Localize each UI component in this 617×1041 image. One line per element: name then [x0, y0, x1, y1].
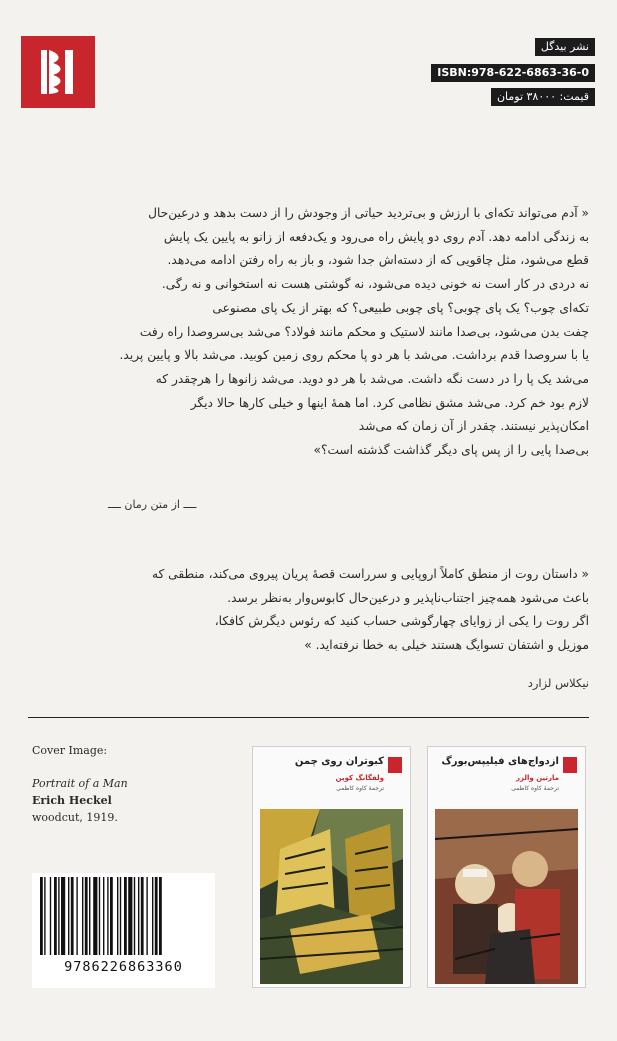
- excerpt-line: تکه‌ای چوب؟ یک پای چوبی؟ پای چوبی طبیعی؟ که بهتر از یک پای مصنوعی: [212, 300, 589, 315]
- novel-excerpt: [29, 202, 589, 463]
- book-author: مارتین والزر: [516, 774, 559, 782]
- book-title: ازدواج‌های فیلیپس‌بورگ: [441, 756, 559, 767]
- related-book-2: [427, 746, 586, 988]
- book-translator: ترجمهٔ کاوه کاظمی: [511, 785, 559, 792]
- barcode-bars: [32, 873, 215, 957]
- related-book-1: [252, 746, 411, 988]
- book-logo-icon: [388, 757, 402, 773]
- price-label: قیمت: ۳۸۰۰۰ تومان: [491, 88, 595, 106]
- excerpt-line: امکان‌پذیر نیستند. چقدر از آن زمان که می‌شد: [358, 419, 589, 434]
- excerpt-line: لازم بود خم کرد. می‌شد مشق نظامی کرد. اما همهٔ اینها و خیلی کارها حالا دیگر: [190, 395, 589, 410]
- cover-credit: [32, 742, 128, 826]
- credit-heading: Cover Image:: [32, 744, 108, 757]
- excerpt-line: چفت بدن می‌شود، بی‌صدا مانند لاستیک و محکم مانند فولاد؟ می‌شد بی‌سروصدا راه رفت: [139, 324, 589, 339]
- excerpt-line: به زندگی ادامه دهد. آدم روی دو پایش راه می‌رود و یک‌دفعه از زانو به پایین یک پایش: [163, 229, 589, 244]
- review-line: باعث می‌شود همه‌چیز اجتناب‌ناپذیر و درعین‌حال کابوس‌وار به‌نظر برسد.: [227, 590, 589, 605]
- excerpt-line: قطع می‌شود، مثل چاقویی که از دسته‌اش جدا شود، و باز به راه رفتن ادامه می‌دهد.: [167, 253, 589, 268]
- excerpt-source: ــــ از متن رمان ــــ: [108, 498, 197, 511]
- review-line: « داستان روت از منطق کاملاً اروپایی و سرراست قصهٔ پریان پیروی می‌کند، منطقی که: [151, 567, 589, 581]
- publisher-logo: [21, 36, 95, 108]
- review-line: اگر روت را یکی از زوایای چهارگوشی حساب کنید که رئوس دیگرش کافکا،: [214, 614, 589, 629]
- barcode: [32, 873, 215, 988]
- book-fan-icon: [21, 36, 95, 108]
- book-author: ولفگانگ کوپن: [335, 774, 384, 782]
- divider: [28, 717, 589, 718]
- excerpt-line: نه دردی در کار است نه خونی دیده می‌شود، نه گوشتی هست نه استخوانی و نه رگی.: [161, 277, 589, 292]
- publisher-label: نشر بیدگل: [535, 38, 595, 56]
- book-title: کبوتران روی چمن: [294, 756, 384, 767]
- book-cover-art: [435, 809, 578, 984]
- review-author: نیکلاس لزارد: [527, 676, 589, 690]
- excerpt-line: یا با سروصدا قدم برداشت. می‌شد با هر دو پا محکم روی زمین کوبید. می‌شد بالا و پایین پرید.: [119, 348, 589, 363]
- book-cover-art: [260, 809, 403, 984]
- book-logo-icon: [563, 757, 577, 773]
- excerpt-line: می‌شد یک پا را در دست نگه داشت. می‌شد با هر دو دوید. می‌شد زانوها را هرچقدر که: [155, 371, 589, 386]
- book-translator: ترجمهٔ کاوه کاظمی: [336, 785, 384, 792]
- review-line: موزیل و اشتفان تسوایگ هستند خیلی به خطا نرفته‌اید. »: [304, 638, 589, 653]
- excerpt-line: « آدم می‌تواند تکه‌ای با ارزش و بی‌تردید حیاتی از وجودش را از دست بدهد و درعین‌حال: [148, 206, 589, 220]
- barcode-number: 9786226863360: [64, 959, 183, 975]
- excerpt-line: بی‌صدا پایی را از پس پای دیگر گذاشت گذشته است؟»: [313, 443, 589, 458]
- credit-work: Portrait of a Man: [32, 777, 128, 790]
- credit-detail: woodcut, 1919.: [32, 811, 118, 824]
- review-quote: [29, 563, 589, 658]
- isbn-label: ISBN:978-622-6863-36-0: [431, 64, 595, 82]
- credit-artist: Erich Heckel: [32, 794, 112, 807]
